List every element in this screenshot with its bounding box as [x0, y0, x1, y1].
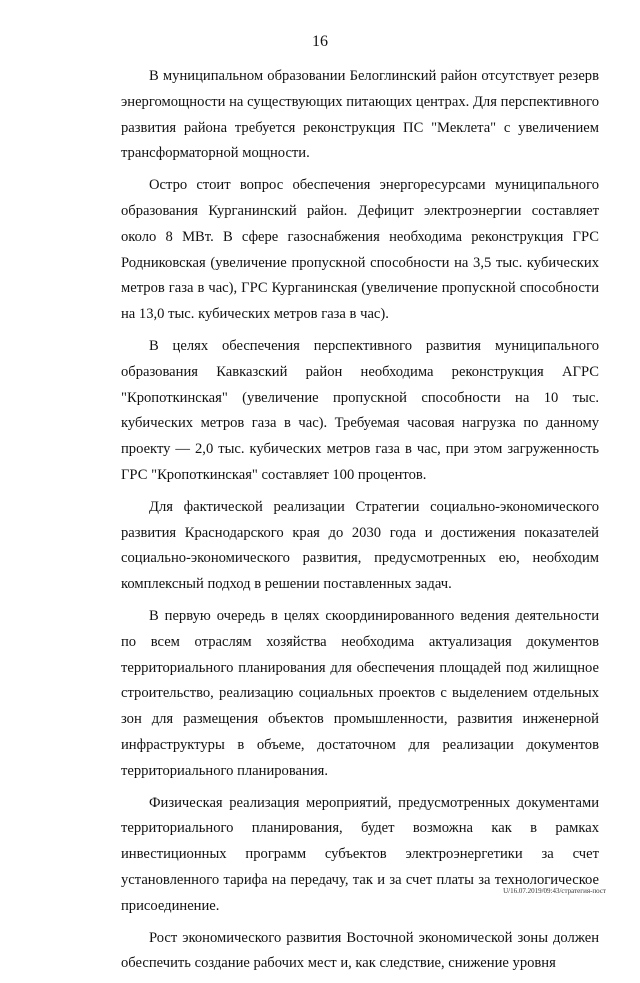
paragraph-strategy-implementation: Для фактической реализации Стратегии социально-экономического развития Краснодарского края до 2030 года и достижения показателей социально-экономического развития, предусмотренных ею, необходим комплексный подход в решении поставленных задач. [121, 498, 599, 593]
paragraph-kurganinsky-energy: Остро стоит вопрос обеспечения энергоресурсами муниципального образования Курганинский район. Дефицит электроэнергии составляет около 8 МВт. В сфере газоснабжения необходима реконструкция ГРС Родниковская (увеличение пропускной способности на 3,5 тыс. кубических метров газа в час), ГРС Курганинская (увеличение пропускной способности на 13,0 тыс. кубических метров газа в час). [121, 177, 599, 323]
page-number: 16 [312, 33, 328, 50]
paragraph-physical-implementation: Физическая реализация мероприятий, предусмотренных документами территориального планирования, будет возможна как в рамках инвестиционных программ субъектов электроэнергетики за счет установленного тарифа на передачу, так и за счет платы за технологическое присоединение. [121, 794, 599, 914]
document-body [121, 64, 599, 983]
footer-stamp: U/16.07.2019/09:43/стратегия-пост [503, 887, 606, 895]
paragraph-kavkazsky-gas: В целях обеспечения перспективного развития муниципального образования Кавказский район необходима реконструкция АГРС "Кропоткинская" (увеличение пропускной способности на 10 тыс. кубических метров газа в час). Требуемая часовая нагрузка по данному проекту — 2,0 тыс. кубических метров газа в час, при этом загруженность ГРС "Кропоткинская" составляет 100 процентов. [121, 337, 599, 483]
paragraph-beloglinsky-energy: В муниципальном образовании Белоглинский район отсутствует резерв энергомощности на существующих питающих центрах. Для перспективного развития района требуется реконструкция ПС "Меклета" с увеличением трансформаторной мощности. [121, 68, 599, 162]
paragraph-eastern-zone-growth: Рост экономического развития Восточной экономической зоны должен обеспечить создание рабочих мест и, как следствие, снижение уровня [121, 929, 599, 972]
paragraph-territorial-planning: В первую очередь в целях скоординированного ведения деятельности по всем отраслям хозяйства необходима актуализация документов территориального планирования для обеспечения площадей под жилищное строительство, реализацию социальных проектов с выделением отдельных зон для размещения объектов промышленности, развития инженерной инфраструктуры в объеме, достаточном для реализации документов территориального планирования. [121, 607, 599, 779]
